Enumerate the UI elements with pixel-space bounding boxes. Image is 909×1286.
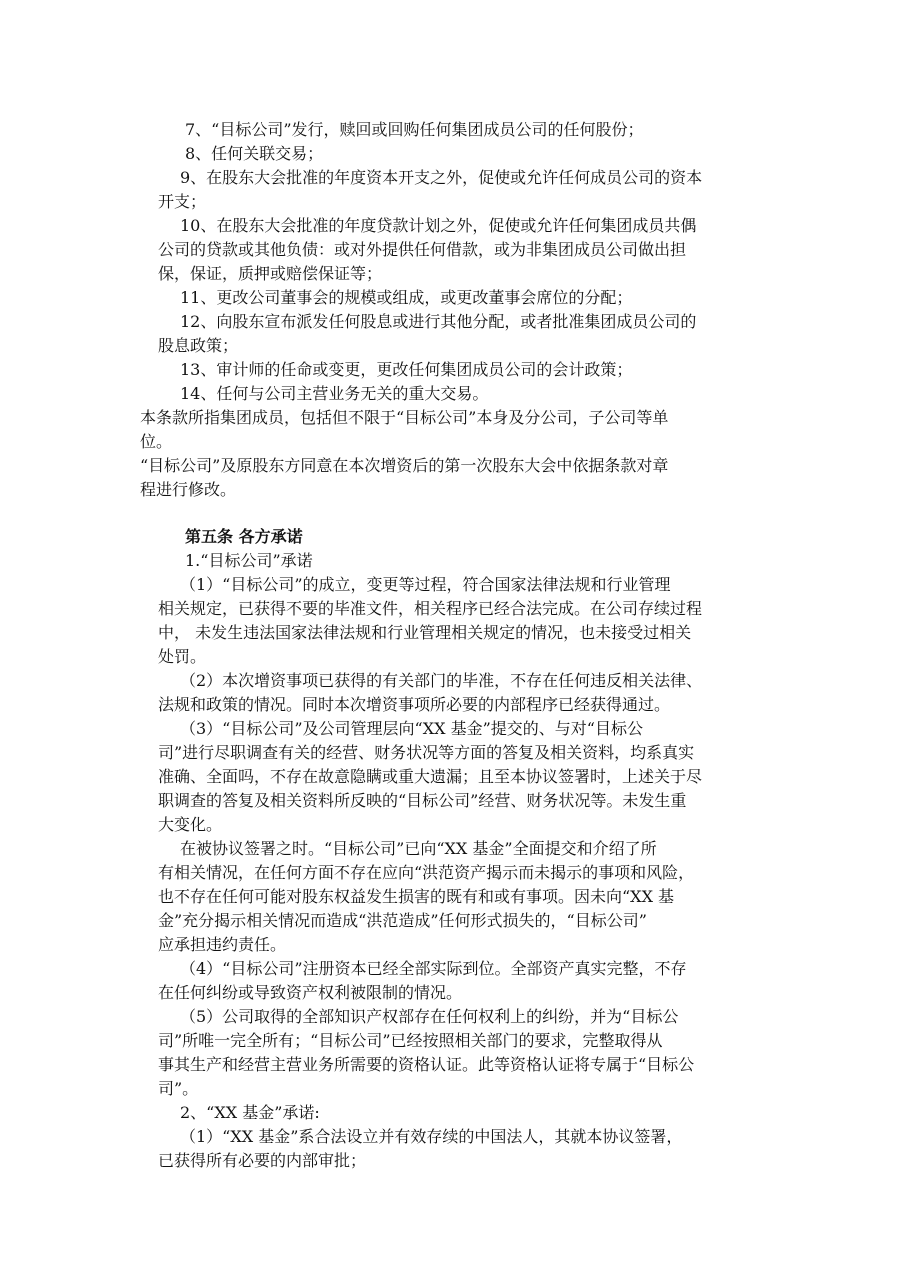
list-item-7: 7、“目标公司”发行，赎回或回购任何集团成员公司的任何股份； xyxy=(185,120,644,139)
section-1-item-3-cont: 准确、全面吗，不存在故意隐瞒或重大遗漏；且至本协议签署时，上述关于尽 xyxy=(158,767,703,786)
note-paragraph-cont: 程进行修改。 xyxy=(140,480,237,499)
list-item-11: 11、更改公司董事会的规模或组成，或更改董事会席位的分配； xyxy=(180,288,633,307)
section-1-item-1: （1）“目标公司”的成立，变更等过程，符合国家法律法规和行业管理 xyxy=(180,575,671,594)
note-paragraph-cont: 位。 xyxy=(140,432,173,451)
section-1-item-2-cont: 法规和政策的情况。同时本次增资事项所必要的内部程序已经获得通过。 xyxy=(158,695,671,714)
list-item-12-cont: 股息政策； xyxy=(158,336,239,355)
section-1-item-5-cont: 司”所唯一完全所有；“目标公司”已经按照相关部门的要求，完整取得从 xyxy=(158,1031,663,1050)
section-2-item-1-cont: 已获得所有必要的内部审批； xyxy=(158,1151,367,1170)
section-1-item-5-cont: 司”。 xyxy=(158,1079,199,1098)
section-1-disclosure-cont: 金”充分揭示相关情况而造成“洪范造成”任何形式损失的，“目标公司” xyxy=(158,911,647,930)
note-paragraph: 本条款所指集团成员，包括但不限于“目标公司”本身及分公司，子公司等单 xyxy=(140,408,669,427)
section-1-heading: 1.“目标公司”承诺 xyxy=(185,551,313,570)
list-item-10: 10、在股东大会批准的年度贷款计划之外，促使或允许任何集团成员共偶 xyxy=(180,216,697,235)
section-1-item-3-cont: 大变化。 xyxy=(158,815,223,834)
section-1-disclosure: 在被协议签署之时。“目标公司”已向“XX 基金”全面提交和介绍了所 xyxy=(180,839,657,858)
list-item-8: 8、任何关联交易； xyxy=(185,144,324,163)
list-item-13: 13、审计师的任命或变更，更改任何集团成员公司的会计政策； xyxy=(180,360,633,379)
section-1-item-2: （2）本次增资事项已获得的有关部门的毕准，不存在任何违反相关法律、 xyxy=(180,671,703,690)
list-item-10-cont: 公司的贷款或其他负债：或对外提供任何借款，或为非集团成员公司做出担 xyxy=(158,240,687,259)
section-1-item-3-cont: 职调查的答复及相关资料所反映的“目标公司”经营、财务状况等。未发生重 xyxy=(158,791,687,810)
section-2-item-1: （1）“XX 基金”系合法设立并有效存续的中国法人，其就本协议签署， xyxy=(180,1127,683,1146)
section-1-item-4-cont: 在任何纠纷或导致资产权利被限制的情况。 xyxy=(158,983,463,1002)
section-1-item-4: （4）“目标公司”注册资本已经全部实际到位。全部资产真实完整，不存 xyxy=(180,959,687,978)
note-paragraph: “目标公司”及原股东方同意在本次增资后的第一次股东大会中依据条款对章 xyxy=(140,456,669,475)
list-item-12: 12、向股东宣布派发任何股息或进行其他分配，或者批准集团成员公司的 xyxy=(180,312,697,331)
article-heading: 第五条 各方承诺 xyxy=(185,527,303,546)
list-item-14: 14、任何与公司主营业务无关的重大交易。 xyxy=(180,384,489,403)
section-2-heading: 2、“XX 基金”承诺: xyxy=(180,1103,320,1122)
section-1-item-3: （3）“目标公司”及公司管理层向“XX 基金”提交的、与对“目标公 xyxy=(180,719,643,738)
list-item-10-cont: 保，保证，质押或赔偿保证等； xyxy=(158,264,383,283)
section-1-item-5: （5）公司取得的全部知识产权部存在任何权利上的纠纷，并为“目标公 xyxy=(180,1007,679,1026)
list-item-9-cont: 开支； xyxy=(158,192,207,211)
section-1-item-1-cont: 相关规定，已获得不要的毕准文件，相关程序已经合法完成。在公司存续过程 xyxy=(158,599,703,618)
section-1-item-1-cont: 中， 未发生违法国家法律法规和行业管理相关规定的情况，也未接受过相关 xyxy=(158,623,692,642)
section-1-disclosure-cont: 有相关情况，在任何方面不存在应向“洪范资产揭示而未揭示的事项和风险， xyxy=(158,863,695,882)
section-1-disclosure-cont: 应承担违约责任。 xyxy=(158,935,287,954)
list-item-9: 9、在股东大会批准的年度资本开支之外，促使或允许任何成员公司的资本 xyxy=(180,168,703,187)
section-1-item-3-cont: 司”进行尽职调查有关的经营、财务状况等方面的答复及相关资料，均系真实 xyxy=(158,743,695,762)
section-1-item-1-cont: 处罚。 xyxy=(158,647,207,666)
section-1-disclosure-cont: 也不存在任何可能对股东权益发生损害的既有和或有事项。因未向“XX 基 xyxy=(158,887,675,906)
section-1-item-5-cont: 事其生产和经营主营业务所需要的资格认证。此等资格认证将专属于“目标公 xyxy=(158,1055,695,1074)
